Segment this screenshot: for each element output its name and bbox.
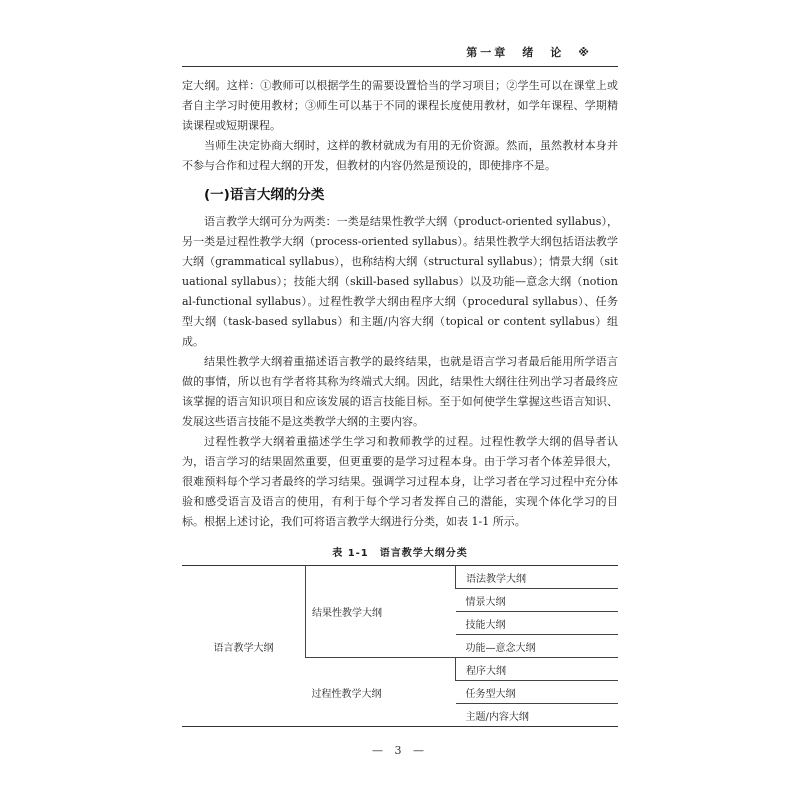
table-caption: 表 1-1 语言教学大纲分类 — [332, 548, 468, 559]
paragraph: 当师生决定协商大纲时，这样的教材就成为有用的无价资源。然而，虽然教材本身并不参与合作和过程大纲的开发，但教材的内容仍然是预设的，即使排序不是。 — [182, 139, 618, 172]
syllabus-classification-table — [182, 565, 618, 727]
paragraph: 语言教学大纲可分为两类：一类是结果性教学大纲（product-oriented syllabus），另一类是过程性教学大纲（process-oriented syllabus）。结果性教学大纲包括语法教学大纲（grammatical syllabus），也称结构大纲（structural syllabus）；情景大纲（situational syllabus）；技能大纲（skill-based syllabus）以及功能—意念大纲（notional-functional syllabus）。过程性教学大纲由程序大纲（procedural syllabus）、任务型大纲（task-based syllabus）和主题/内容大纲（topical or content syllabus）组成。 — [182, 215, 618, 348]
page-number: — 3 — — [372, 744, 428, 757]
running-header: 第一章 绪 论 ※ — [466, 46, 592, 59]
table-leaf-cell: 功能—意念大纲 — [456, 635, 619, 658]
table-group-cell: 结果性教学大纲 — [306, 566, 456, 658]
table-leaf-cell: 程序大纲 — [456, 658, 619, 681]
table-leaf-cell: 任务型大纲 — [456, 681, 619, 704]
table-group-cell: 过程性教学大纲 — [306, 658, 456, 727]
table-leaf-cell: 技能大纲 — [456, 612, 619, 635]
paragraph: 过程性教学大纲着重描述学生学习和教师教学的过程。过程性教学大纲的倡导者认为，语言学习的结果固然重要，但更重要的是学习过程本身。由于学习者个体差异很大，很难预料每个学习者最终的学习结果。强调学习过程本身，让学习者在学习过程中充分体验和感受语言及语言的使用，有利于每个学习者发挥自己的潜能，实现个体化学习的目标。根据上述讨论，我们可将语言教学大纲进行分类，如表 1-1 所示。 — [182, 435, 618, 528]
body-text — [182, 76, 618, 727]
table-leaf-cell: 语法教学大纲 — [456, 566, 619, 589]
table-root-cell: 语言教学大纲 — [213, 642, 274, 654]
table-leaf-cell: 主题/内容大纲 — [456, 704, 619, 727]
header-rule — [182, 66, 618, 67]
table-leaf-cell: 情景大纲 — [456, 589, 619, 612]
table-row — [182, 566, 618, 589]
section-heading: (一)语言大纲的分类 — [204, 187, 325, 203]
paragraph: 结果性教学大纲着重描述语言教学的最终结果，也就是语言学习者最后能用所学语言做的事情，所以也有学者将其称为终端式大纲。因此，结果性大纲往往列出学习者最终应该掌握的语言知识项目和应该发展的语言技能目标。至于如何使学生掌握这些语言知识、发展这些语言技能不是这类教学大纲的主要内容。 — [182, 355, 618, 428]
paragraph-continued: 定大纲。这样：①教师可以根据学生的需要设置恰当的学习项目；②学生可以在课堂上或者自主学习时使用教材；③师生可以基于不同的课程长度使用教材，如学年课程、学期精读课程或短期课程。 — [182, 79, 618, 132]
